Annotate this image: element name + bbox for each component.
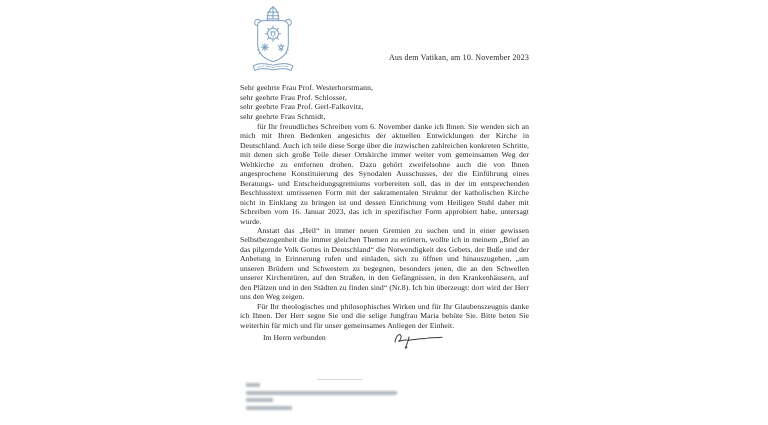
redacted-line: [246, 391, 397, 395]
salutation-line: sehr geehrte Frau Prof. Schlosser,: [240, 92, 347, 102]
body-paragraph: für Ihr freundliches Schreiben vom 6. November danke ich Ihnen. Sie wenden sich an mich mit Ihren Bedenken angesichts der aktuellen Entwicklungen der Kirche in Deutschland. Auch ich teile diese Sorge über die inzwischen zahlreichen konkreten Schritte, mit denen sich große Teile dieser Ortskirche immer weiter vom gemeinsamen Weg der Weltkirche zu entfernen drohen. Dazu gehört zweifelsohne auch die von Ihnen angesprochene Konstituierung des Synodalen Ausschusses, der die Einführung eines Beratungs- und Entscheidungsgremiums vorbereiten soll, das in der im entsprechenden Beschlusstext umrissenen Form mit der sakramentalen Struktur der katholischen Kirche nicht in Einklang zu bringen ist und dessen Einrichtung vom Heiligen Stuhl daher mit Schreiben vom 16. Januar 2023, das ich in spezifischer Form approbiert habe, untersagt wurde.: [240, 122, 529, 226]
separator-line: [317, 379, 362, 380]
papal-coat-of-arms-icon: [246, 4, 300, 76]
letter-body: [240, 122, 529, 330]
body-paragraph: Für Ihr theologisches und philosophisches Wirken und für Ihr Glaubenszeugnis danke ich Ihnen. Der Herr segne Sie und die selige Jungfrau Maria behüte Sie. Bitte beten Sie weiterhin für mich und für unser gemeinsames Anliegen der Einheit.: [240, 301, 529, 330]
body-paragraph: Anstatt das „Heil“ in immer neuen Gremien zu suchen und in einer gewissen Selbstbezogenheit die immer gleichen Themen zu erörtern, wollte ich in meinem „Brief an das pilgernde Volk Gottes in Deutschland“ die Notwendigkeit des Gebets, der Buße und der Anbetung in Erinnerung rufen und einladen, sich zu öffnen und hinauszugehen, „um unseren Brüdern und Schwestern zu begegnen, besonders jenen, die an den Schwellen unserer Kirchentüren, auf den Straßen, in den Gefängnissen, in den Krankenhäusern, auf den Plätzen und in den Städten zu finden sind“ (Nr.8). Ich bin überzeugt: dort wird der Herr uns den Weg zeigen.: [240, 225, 529, 302]
salutation-line: sehr geehrte Frau Prof. Gerl-Falkovitz,: [240, 102, 364, 112]
salutation-line: Sehr geehrte Frau Prof. Westerhorstmann,: [240, 83, 374, 92]
redacted-line: [246, 406, 292, 410]
signature-icon: [391, 329, 447, 353]
redacted-line: [246, 383, 260, 387]
closing-line: Im Herrn verbunden: [263, 333, 326, 342]
redacted-line: [246, 398, 273, 402]
salutation-line: sehr geehrte Frau Schmidt,: [240, 111, 326, 121]
redacted-recipient-block: [246, 383, 446, 413]
salutation-block: [240, 83, 529, 121]
dateline: Aus dem Vatikan, am 10. November 2023: [388, 53, 529, 62]
